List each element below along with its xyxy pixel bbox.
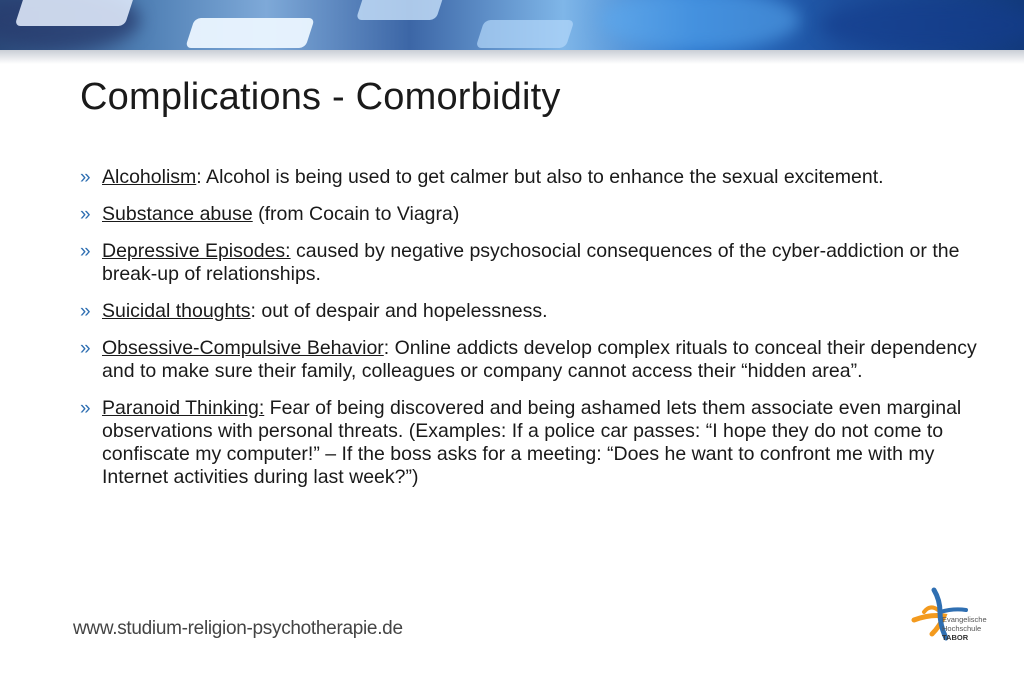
bullet-item-substance-abuse <box>80 203 985 226</box>
bullet-list <box>80 166 985 503</box>
bullet-item-alcoholism <box>80 166 985 189</box>
bullet-item-paranoid-thinking <box>80 397 985 489</box>
logo-line-1: Evangelische <box>942 615 987 624</box>
bullet-marker: » <box>80 338 91 359</box>
bullet-marker: » <box>80 167 91 188</box>
bullet-text: : Online addicts develop complex rituals to conceal their dependency and to make sure their family, colleagues or company cannot access their “hidden area”. <box>102 337 977 382</box>
header-shadow <box>0 50 1024 64</box>
bullet-term: Alcoholism <box>102 166 197 188</box>
bullet-marker: » <box>80 204 91 225</box>
bullet-marker: » <box>80 398 91 419</box>
bullet-text: caused by negative psychosocial consequences of the cyber-addiction or the break-up of relationships. <box>102 240 960 285</box>
bullet-text: : out of despair and hopelessness. <box>250 300 548 322</box>
bullet-text: Fear of being discovered and being ashamed lets them associate even marginal observations with personal threats. (Examples: If a police car passes: “I hope they do not come to confiscate my computer!” – If the boss asks for a meeting: “Does he want to confront me with my Internet activities during last week?”) <box>102 397 962 488</box>
bullet-item-obsessive-compulsive <box>80 337 985 383</box>
logo-wordmark <box>942 615 987 642</box>
bullet-term: Depressive Episodes: <box>102 240 291 262</box>
slide-title: Complications - Comorbidity <box>80 76 561 118</box>
logo-line-3: TABOR <box>942 633 969 642</box>
bullet-term: Obsessive-Compulsive Behavior <box>102 337 384 359</box>
header-keyboard-image <box>0 0 1024 50</box>
bullet-text: : Alcohol is being used to get calmer but also to enhance the sexual excitement. <box>196 166 884 188</box>
footer-website-url: www.studium-religion-psychotherapie.de <box>73 618 403 639</box>
bullet-term: Suicidal thoughts <box>102 300 251 322</box>
bullet-text: (from Cocain to Viagra) <box>252 203 460 225</box>
bullet-item-depressive-episodes <box>80 240 985 286</box>
logo-line-2: Hochschule <box>942 624 982 633</box>
bullet-marker: » <box>80 301 91 322</box>
bullet-term: Paranoid Thinking: <box>102 397 265 419</box>
bullet-term: Substance abuse <box>102 203 253 225</box>
bullet-marker: » <box>80 241 91 262</box>
bullet-item-suicidal-thoughts <box>80 300 985 323</box>
